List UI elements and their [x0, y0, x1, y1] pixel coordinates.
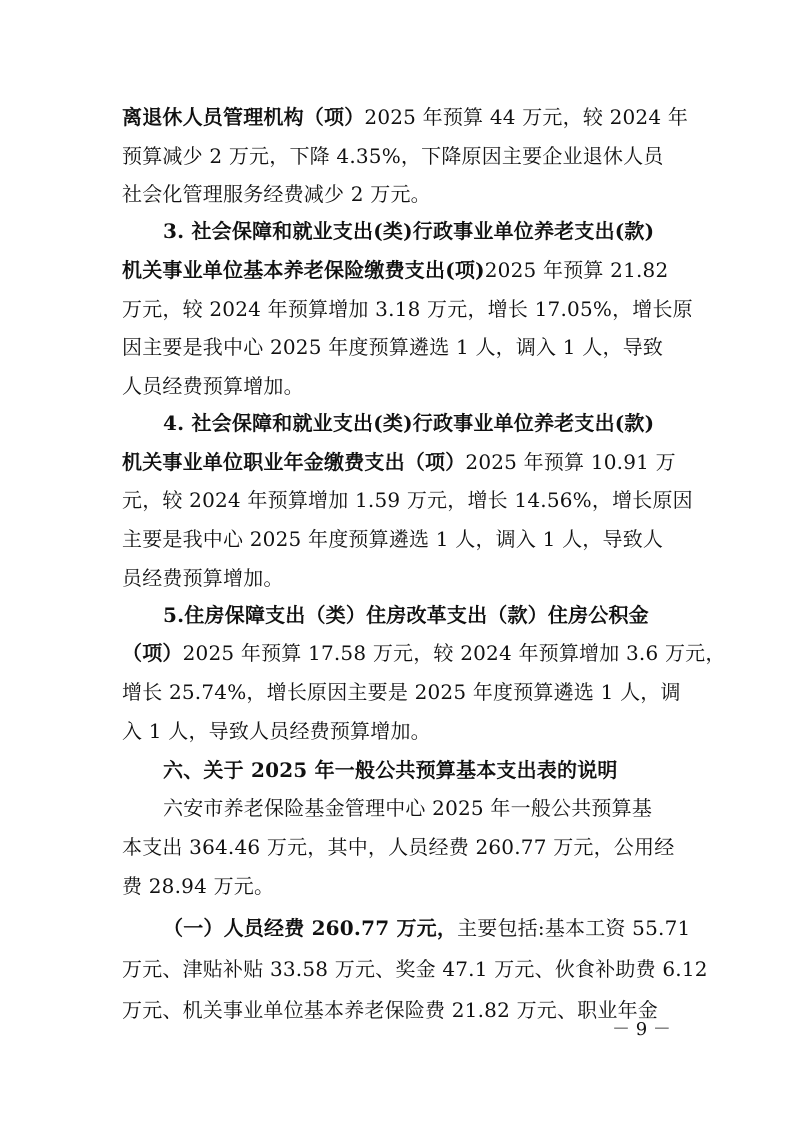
- paragraph-line: 社会化管理服务经费减少 2 万元。: [122, 182, 431, 206]
- paragraph-line: [163, 914, 691, 942]
- paragraph-line: 人员经费预算增加。: [122, 374, 304, 398]
- item-title: 机关事业单位基本养老保险缴费支出(项): [122, 258, 485, 282]
- paragraph-line: 主要是我中心 2025 年度预算遴选 1 人，调入 1 人，导致人: [122, 527, 664, 551]
- paragraph-line: [122, 103, 689, 131]
- item-text: 2025 年预算 21.82: [484, 258, 669, 282]
- item-title: （一）人员经费 260.77 万元，: [163, 916, 458, 940]
- section-heading-3: 3. 社会保障和就业支出(类)行政事业单位养老支出(款): [163, 219, 655, 243]
- paragraph-line: 万元、机关事业单位基本养老保险费 21.82 万元、职业年金: [122, 998, 658, 1022]
- item-text: 2025 年预算 10.91 万: [465, 450, 676, 474]
- paragraph-line: 六安市养老保险基金管理中心 2025 年一般公共预算基: [163, 796, 653, 820]
- paragraph-line: [122, 448, 682, 476]
- paragraph-line: 增长 25.74%，增长原因主要是 2025 年度预算遴选 1 人，调: [122, 680, 681, 704]
- paragraph-line: [122, 256, 682, 284]
- item-text: 2025 年预算 44 万元，较 2024 年: [364, 105, 689, 129]
- item-text: 主要包括:基本工资 55.71: [457, 916, 691, 940]
- section-heading-6: 六、关于 2025 年一般公共预算基本支出表的说明: [163, 758, 618, 782]
- paragraph-line: 因主要是我中心 2025 年度预算遴选 1 人，调入 1 人，导致: [122, 335, 664, 359]
- item-text: 2025 年预算 17.58 万元，较 2024 年预算增加 3.6 万元，: [182, 641, 726, 665]
- paragraph-line: 费 28.94 万元。: [122, 874, 275, 898]
- paragraph-line: 元，较 2024 年预算增加 1.59 万元，增长 14.56%，增长原因: [122, 488, 693, 512]
- section-heading-5: 5.住房保障支出（类）住房改革支出（款）住房公积金: [163, 603, 649, 627]
- item-title: 离退休人员管理机构（项）: [122, 105, 365, 129]
- paragraph-line: 万元、津贴补贴 33.58 万元、奖金 47.1 万元、伙食补助费 6.12: [122, 957, 708, 981]
- paragraph-line: 本支出 364.46 万元，其中，人员经费 260.77 万元，公用经: [122, 835, 675, 859]
- item-title: （项）: [122, 641, 183, 665]
- paragraph-line: 员经费预算增加。: [122, 566, 284, 590]
- paragraph-line: [122, 639, 726, 667]
- paragraph-line: 入 1 人，导致人员经费预算增加。: [122, 719, 431, 743]
- item-title: 机关事业单位职业年金缴费支出（项）: [122, 450, 466, 474]
- section-heading-4: 4. 社会保障和就业支出(类)行政事业单位养老支出(款): [163, 411, 655, 435]
- page-number: － 9 －: [612, 1019, 671, 1040]
- paragraph-line: 预算减少 2 万元，下降 4.35%，下降原因主要企业退休人员: [122, 144, 664, 168]
- paragraph-line: 万元，较 2024 年预算增加 3.18 万元，增长 17.05%，增长原: [122, 297, 693, 321]
